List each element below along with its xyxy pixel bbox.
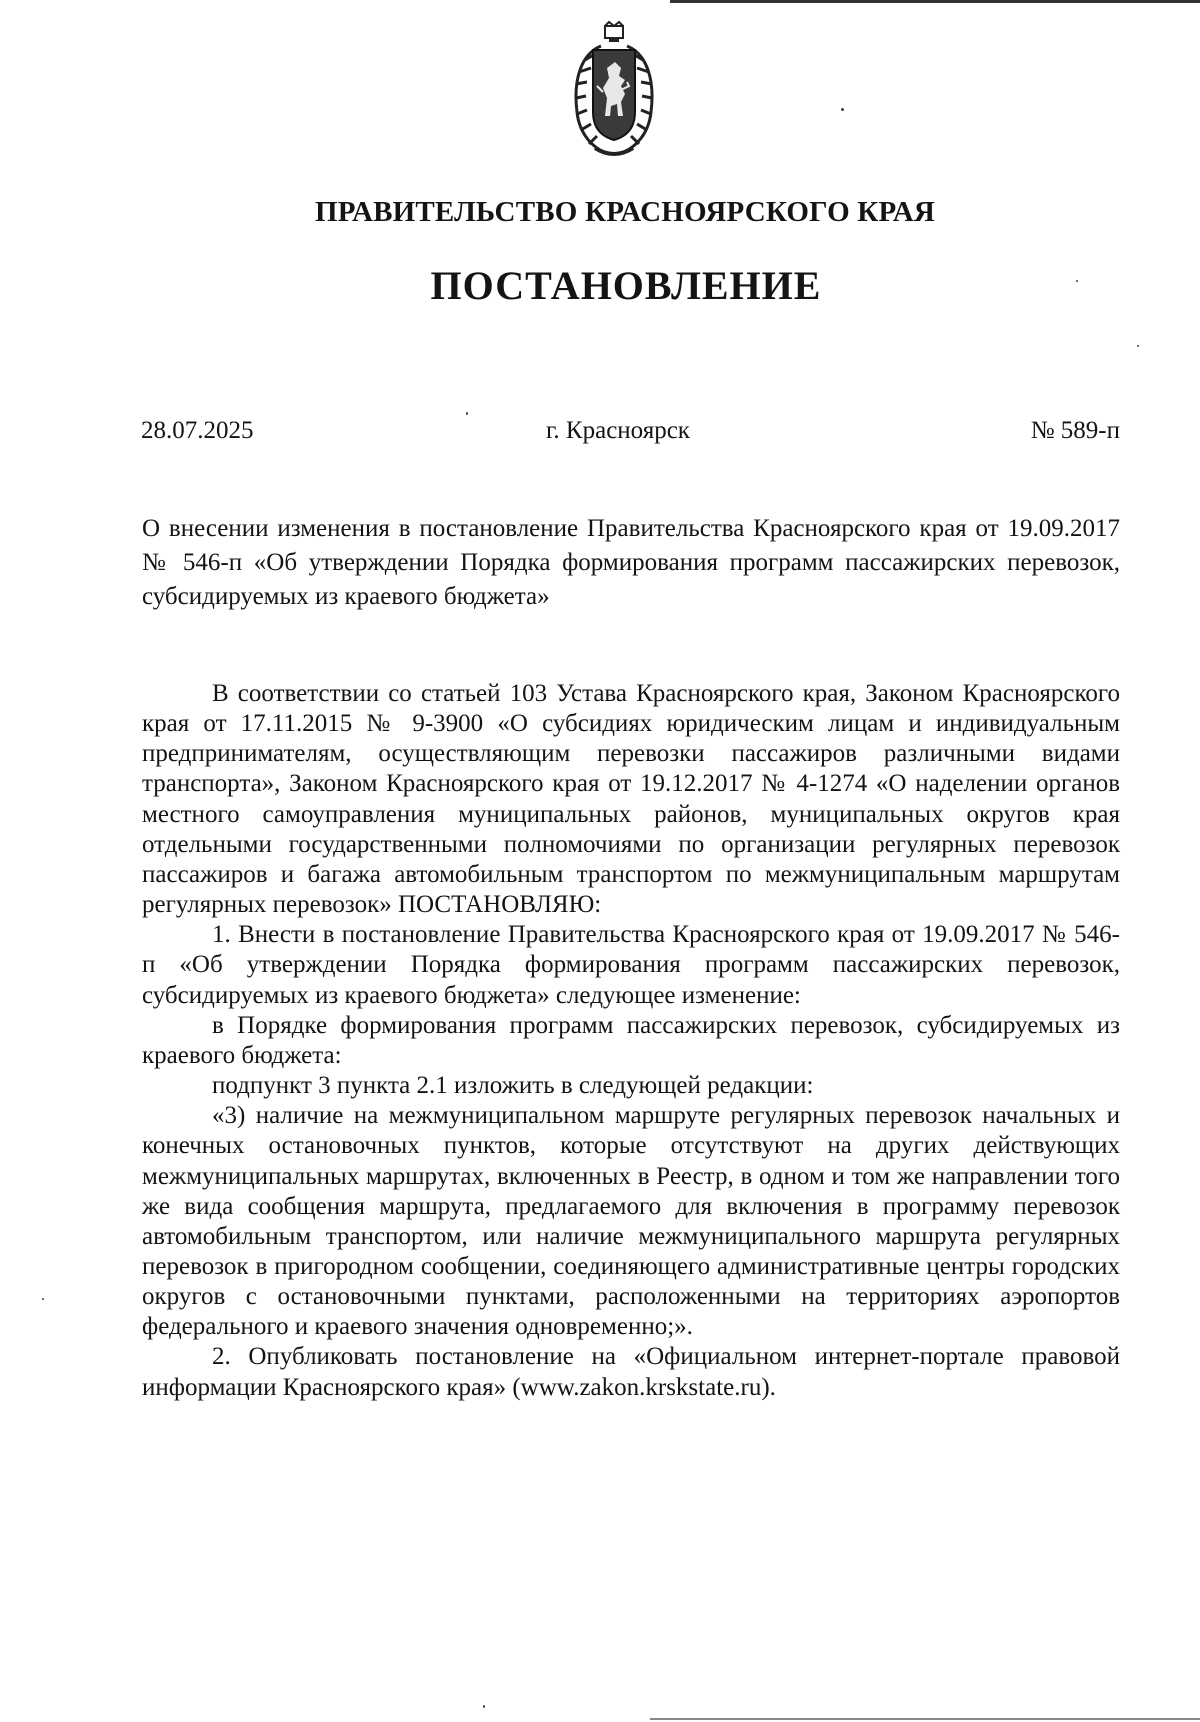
document-body	[142, 679, 1120, 1403]
scan-speck	[466, 412, 468, 415]
scan-edge-top	[670, 0, 1200, 3]
document-city: г. Красноярск	[546, 417, 690, 444]
scan-speck	[1076, 280, 1078, 282]
paragraph-preamble: В соответствии со статьей 103 Устава Красноярского края, Законом Красноярского края от 17.11.2015 № 9-3900 «О субсидиях юридическим лицам и индивидуальным предпринимателям, осуществляющим перевозки пассажиров различными видами транспорта», Законом Красноярского края от 19.12.2017 № 4-1274 «О наделении органов местного самоуправления муниципальных районов, муниципальных округов края отдельными государственными полномочиями по организации регулярных перевозок пассажиров и багажа автомобильным транспортом по межмуниципальным маршрутам регулярных перевозок» ПОСТАНОВЛЯЮ:	[142, 680, 1120, 919]
paragraph-item-1: 1. Внести в постановление Правительства Красноярского края от 19.09.2017 № 546-п «Об утверждении Порядка формирования программ пассажирских перевозок, субсидируемых из краевого бюджета» следующее изменение:	[142, 921, 1120, 1009]
scan-speck	[1137, 345, 1139, 347]
organization-title: ПРАВИТЕЛЬСТВО КРАСНОЯРСКОГО КРАЯ	[314, 196, 936, 228]
document-date: 28.07.2025	[141, 417, 254, 444]
document-subject: О внесении изменения в постановление Правительства Красноярского края от 19.09.2017 № 546-п «Об утверждении Порядка формирования программ пассажирских перевозок, субсидируемых из краевого бюджета»	[142, 515, 1120, 610]
document-number: № 589-п	[1030, 417, 1120, 444]
scan-speck	[483, 1705, 485, 1708]
paragraph-order-section: в Порядке формирования программ пассажирских перевозок, субсидируемых из краевого бюджета:	[142, 1011, 1120, 1069]
paragraph-item-2: 2. Опубликовать постановление на «Официальном интернет-портале правовой информации Красноярского края» (www.zakon.krskstate.ru).	[142, 1343, 1120, 1401]
coat-of-arms-icon	[571, 20, 657, 162]
scan-speck	[42, 1298, 44, 1300]
paragraph-new-wording: «3) наличие на межмуниципальном маршруте регулярных перевозок начальных и конечных остановочных пунктов, которые отсутствуют на других действующих межмуниципальных маршрутах, включенных в Реестр, в одном и том же направлении того же вида сообщения маршрута, предлагаемого для включения в программу перевозок автомобильным транспортом, или наличие межмуниципального маршрута регулярных перевозок в пригородном сообщении, соединяющего административные центры городских округов с остановочными пунктами, расположенными на территориях аэропортов федерального и краевого значения одновременно;».	[142, 1102, 1120, 1341]
document-type-title: ПОСТАНОВЛЕНИЕ	[430, 263, 822, 308]
paragraph-subitem-instruction: подпункт 3 пункта 2.1 изложить в следующей редакции:	[212, 1072, 814, 1100]
scan-speck	[841, 108, 844, 111]
scan-edge-bottom	[650, 1718, 1200, 1720]
